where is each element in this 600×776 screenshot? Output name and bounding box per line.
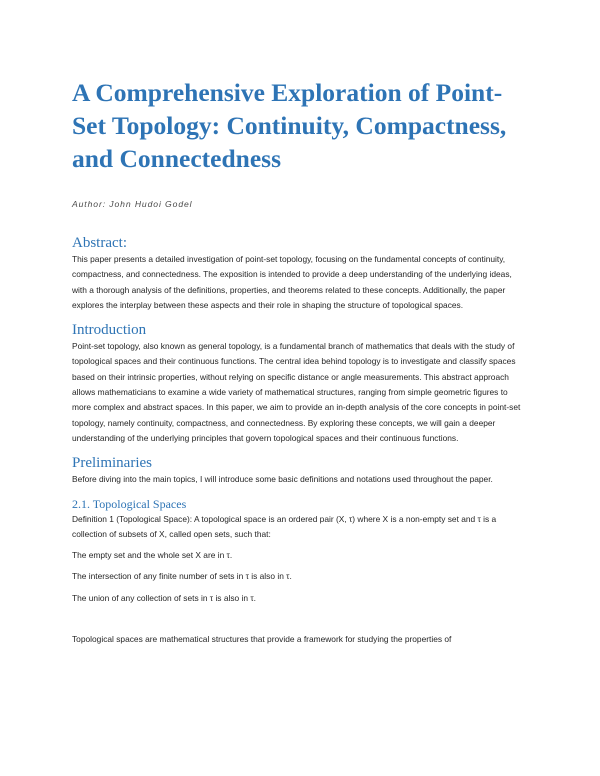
- axiom-item: The intersection of any finite number of sets in τ is also in τ.: [72, 571, 292, 582]
- abstract-heading: Abstract:: [72, 235, 127, 251]
- axiom-item: The empty set and the whole set X are in τ.: [72, 550, 233, 561]
- abstract-text: This paper presents a detailed investigation of point-set topology, focusing on the fundamental concepts of continuity, compactness, and connectedness. The exposition is intended to provide a deep understanding of the underlying ideas, with a thorough analysis of the definitions, properties, and theorems related to these concepts. Additionally, the paper explores the interplay between these aspects and their role in shaping the structure of topological spaces.: [72, 254, 512, 310]
- preliminaries-text: Before diving into the main topics, I will introduce some basic definitions and notations used throughout the paper.: [72, 474, 493, 485]
- preliminaries-heading: Preliminaries: [72, 455, 152, 472]
- introduction-text: Point-set topology, also known as general topology, is a fundamental branch of mathematics that deals with the study of topological spaces and their continuous functions. The central idea behind topology is to investigate and classify spaces based on their intrinsic properties, without relying on specific distance or angle measurements. This abstract approach allows mathematicians to examine a wide variety of mathematical structures, ranging from simple geometric figures to more complex and abstract spaces. In this paper, we aim to provide an in-depth analysis of the core concepts in point-set topology, namely continuity, compactness, and connectedness. By exploring these concepts, we will gain a deeper understanding of the underlying principles that govern topological spaces and their continuous functions.: [72, 341, 521, 443]
- paper-title: A Comprehensive Exploration of Point-Set Topology: Continuity, Compactness, and Connectedness: [72, 78, 507, 173]
- author-line: Author: John Hudoi Godel: [72, 199, 193, 209]
- axiom-item: The union of any collection of sets in τ is also in τ.: [72, 592, 256, 603]
- introduction-heading: Introduction: [72, 322, 147, 339]
- definition-1-text: Definition 1 (Topological Space): A topological space is an ordered pair (X, τ) where X is a non-empty set and τ is a collection of subsets of X, called open sets, such that:: [72, 513, 497, 539]
- topological-spaces-heading: 2.1. Topological Spaces: [72, 496, 187, 511]
- continuation-text: Topological spaces are mathematical structures that provide a framework for studying the properties of: [72, 634, 452, 645]
